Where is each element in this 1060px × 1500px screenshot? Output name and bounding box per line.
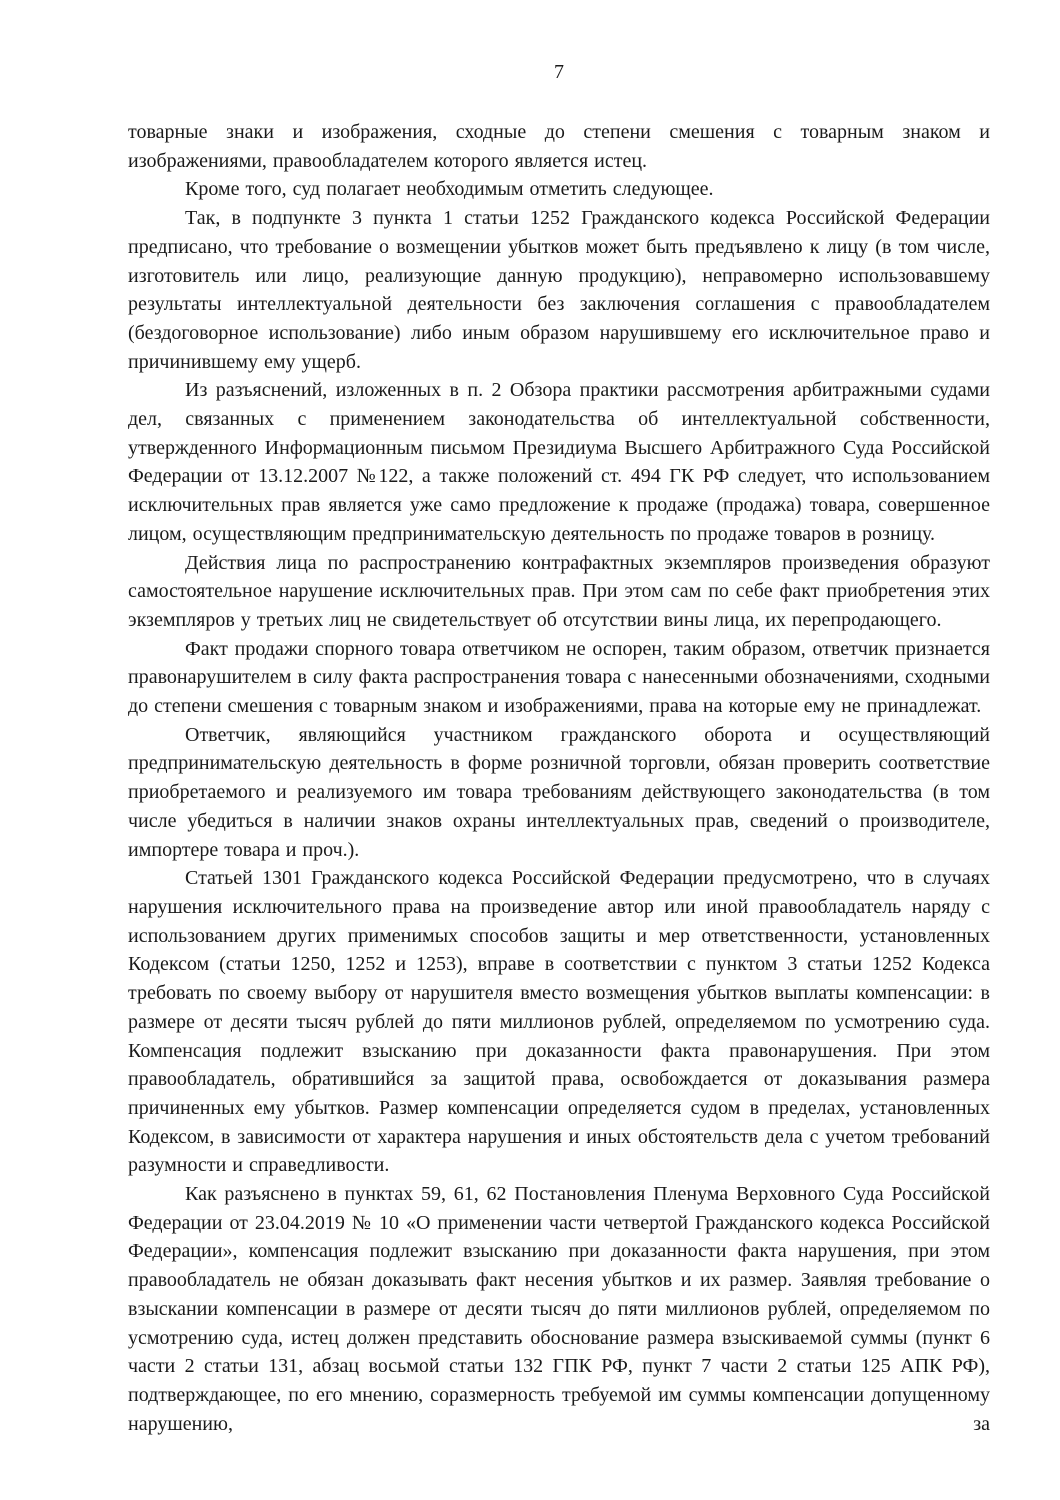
document-body — [128, 118, 990, 1438]
paragraph-runs-to-next-page: Как разъяснено в пунктах 59, 61, 62 Постановления Пленума Верховного Суда Российской Федерации от 23.04.2019 № 10 «О применении части четвертой Гражданского кодекса Российской Федерации», компенсация подлежит взысканию при доказанности факта нарушения, при этом правообладатель не обязан доказывать факт несения убытков и их размер. Заявляя требование о взыскании компенсации в размере от десяти тысяч до пяти миллионов рублей, определяемом по усмотрению суда, истец должен представить обоснование размера взыскиваемой суммы (пункт 6 части 2 статьи 131, абзац восьмой статьи 132 ГПК РФ, пункт 7 части 2 статьи 125 АПК РФ), подтверждающее, по его мнению, соразмерность требуемой им суммы компенсации допущенному нарушению, за — [128, 1183, 990, 1435]
page-number: 7 — [554, 61, 564, 83]
paragraph: Так, в подпункте 3 пункта 1 статьи 1252 Гражданского кодекса Российской Федерации предписано, что требование о возмещении убытков может быть предъявлено к лицу (в том числе, изготовитель или лицо, реализующие данную продукцию), неправомерно использовавшему результаты интеллектуальной деятельности без заключения соглашения с правообладателем (бездоговорное использование) либо иным образом нарушившему его исключительное право и причинившему ему ущерб. — [128, 207, 990, 373]
paragraph-continuation: товарные знаки и изображения, сходные до степени смешения с товарным знаком и изображениями, правообладателем которого является истец. — [128, 121, 990, 172]
paragraph: Из разъяснений, изложенных в п. 2 Обзора практики рассмотрения арбитражными судами дел, связанных с применением законодательства об интеллектуальной собственности, утвержденного Информационным письмом Президиума Высшего Арбитражного Суда Российской Федерации от 13.12.2007 №122, а также положений ст. 494 ГК РФ следует, что использованием исключительных прав является уже само предложение к продаже (продажа) товара, совершенное лицом, осуществляющим предпринимательскую деятельность по продаже товаров в розницу. — [128, 379, 990, 545]
paragraph: Факт продажи спорного товара ответчиком не оспорен, таким образом, ответчик признается правонарушителем в силу факта распространения товара с нанесенными обозначениями, сходными до степени смешения с товарным знаком и изображениями, права на которые ему не принадлежат. — [128, 637, 990, 718]
paragraph: Кроме того, суд полагает необходимым отметить следующее. — [185, 178, 714, 201]
paragraph: Ответчик, являющийся участником гражданского оборота и осуществляющий предпринимательскую деятельность в форме розничной торговли, обязан проверить соответствие приобретаемого и реализуемого им товара требованиям действующего законодательства (в том числе убедиться в наличии знаков охраны интеллектуальных прав, сведений о производителе, импортере товара и проч.). — [128, 723, 990, 861]
paragraph: Действия лица по распространению контрафактных экземпляров произведения образуют самостоятельное нарушение исключительных прав. При этом сам по себе факт приобретения этих экземпляров у третьих лиц не свидетельствует об отсутствии вины лица, их перепродающего. — [128, 551, 990, 631]
paragraph: Статьей 1301 Гражданского кодекса Российской Федерации предусмотрено, что в случаях нарушения исключительного права на произведение автор или иной правообладатель наряду с использованием других применимых способов защиты и мер ответственности, установленных Кодексом (статьи 1250, 1252 и 1253), вправе в соответствии с пунктом 3 статьи 1252 Кодекса требовать по своему выбору от нарушителя вместо возмещения убытков выплаты компенсации: в размере от десяти тысяч рублей до пяти миллионов рублей, определяемом по усмотрению суда. Компенсация подлежит взысканию при доказанности факта правонарушения. При этом правообладатель, обратившийся за защитой права, освобождается от доказывания размера причиненных ему убытков. Размер компенсации определяется судом в пределах, установленных Кодексом, в зависимости от характера нарушения и иных обстоятельств дела с учетом требований разумности и справедливости. — [128, 867, 990, 1177]
